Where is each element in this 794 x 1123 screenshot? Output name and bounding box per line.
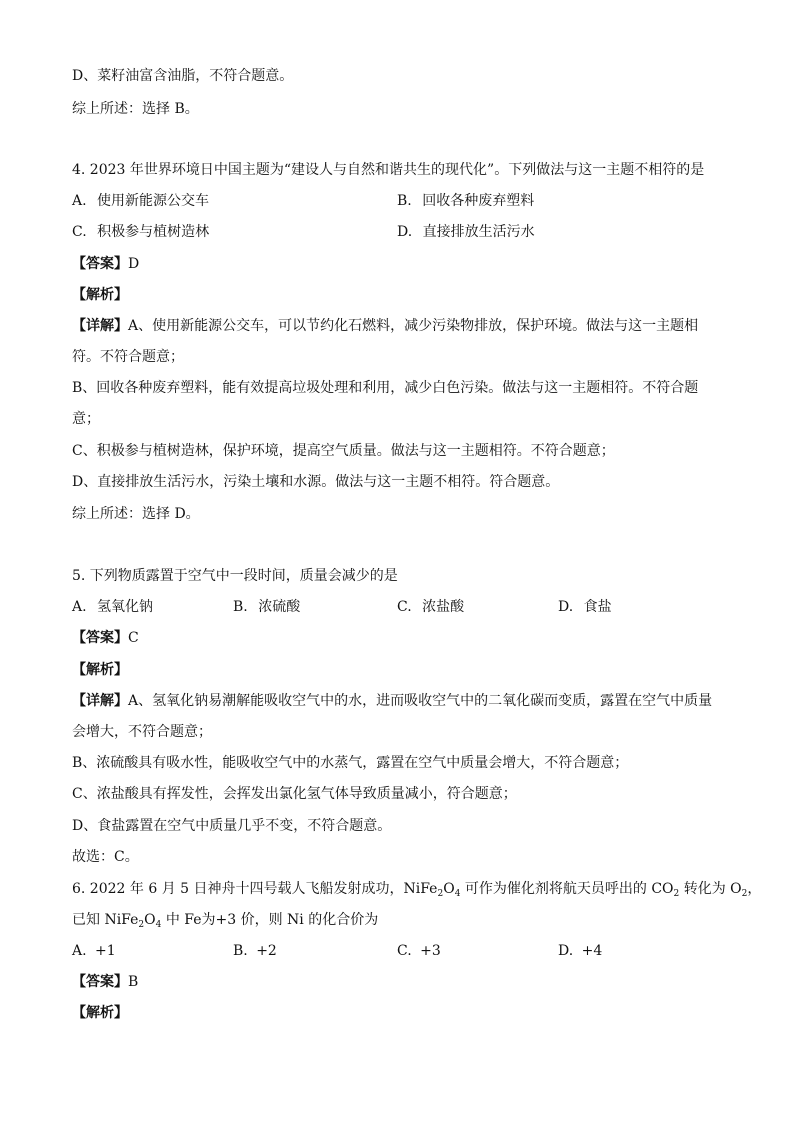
q5-detail-a-line1 <box>72 691 732 711</box>
q6-option-d <box>558 941 602 961</box>
option-text: 积极参与植树造林 <box>97 224 210 240</box>
detail-tag: 【详解】 <box>72 693 128 709</box>
analysis-tag: 【解析】 <box>72 287 128 303</box>
subscript: 2 <box>673 889 680 899</box>
q4-stem: 4. 2023 年世界环境日中国主题为“建设人与自然和谐共生的现代化”。下列做法与这一主题不相符的是 <box>72 162 705 178</box>
q5-detail-b: B、浓硫酸具有吸水性，能吸收空气中的水蒸气，露置在空气中质量会增大，不符合题意； <box>72 755 629 771</box>
q6-option-c <box>397 941 441 961</box>
prev-summary: 综上所述：选择 B。 <box>72 101 199 117</box>
q5-detail-a-line2: 会增大，不符合题意； <box>72 724 212 740</box>
q4-detail-a-line2: 符。不符合题意； <box>72 349 184 365</box>
subscript: 4 <box>454 889 461 899</box>
q5-option-b <box>233 597 300 617</box>
option-text: +4 <box>581 943 603 959</box>
q5-analysis-heading <box>72 660 732 680</box>
analysis-tag: 【解析】 <box>72 1005 128 1021</box>
q6-option-b <box>233 941 277 961</box>
option-label: D. <box>558 599 574 615</box>
option-label: B. <box>233 943 248 959</box>
q5-detail-c: C、浓盐酸具有挥发性，会挥发出氯化氢气体导致质量减小，符合题意； <box>72 786 517 802</box>
stem-text: 已知 NiFe <box>72 912 139 928</box>
q6-stem-line1 <box>72 879 762 899</box>
detail-tag: 【详解】 <box>72 318 128 334</box>
stem-text: 转化为 O <box>679 881 742 897</box>
q4-detail-c: C、积极参与植树造林，保护环境，提高空气质量。做法与这一主题相符。不符合题意； <box>72 443 615 459</box>
q4-detail-b-line2: 意； <box>72 411 100 427</box>
q4-answer <box>72 254 732 274</box>
q6-option-a <box>72 941 116 961</box>
q5-option-d <box>558 597 612 617</box>
q4-analysis-heading <box>72 285 732 305</box>
stem-text: ， <box>747 881 762 897</box>
subscript: 2 <box>437 889 444 899</box>
option-label: A. <box>72 599 87 615</box>
option-text: 浓硫酸 <box>258 599 301 615</box>
q4-detail-a-line1 <box>72 316 732 336</box>
stem-text: 可作为催化剂将航天员呼出的 CO <box>460 881 674 897</box>
q5-option-a <box>72 597 153 617</box>
detail-text: A、使用新能源公交车，可以节约化石燃料，减少污染物排放，保护环境。做法与这一主题相 <box>128 318 699 334</box>
option-label: B. <box>233 599 248 615</box>
option-text: 使用新能源公交车 <box>97 193 210 209</box>
stem-text: 6. 2022 年 6 月 5 日神舟十四号载人飞船发射成功，NiFe <box>72 881 438 897</box>
q6-analysis-heading <box>72 1003 732 1023</box>
answer-tag: 【答案】 <box>72 630 128 646</box>
option-label: A. <box>72 193 87 209</box>
q5-answer <box>72 628 732 648</box>
answer-value: B <box>128 974 139 990</box>
option-label: B. <box>397 193 412 209</box>
q6-answer <box>72 972 732 992</box>
q4-detail-b-line1: B、回收各种废弃塑料，能有效提高垃圾处理和利用，减少白色污染。做法与这一主题相符。不符合题 <box>72 380 699 396</box>
q5-stem: 5. 下列物质露置于空气中一段时间，质量会减少的是 <box>72 568 398 584</box>
q4-summary: 综上所述：选择 D。 <box>72 506 200 522</box>
option-label: C. <box>72 224 87 240</box>
option-text: 食盐 <box>583 599 612 615</box>
detail-text: A、氢氧化钠易潮解能吸收空气中的水，进而吸收空气中的二氧化碳而变质，露置在空气中质量 <box>128 693 713 709</box>
q4-option-d <box>397 222 535 242</box>
option-label: A. <box>72 943 87 959</box>
q4-option-b <box>397 191 534 211</box>
prev-option-d-explanation: D、菜籽油富含油脂，不符合题意。 <box>72 68 294 84</box>
option-text: 浓盐酸 <box>422 599 465 615</box>
subscript: 2 <box>741 889 748 899</box>
option-text: 回收各种废弃塑料 <box>422 193 535 209</box>
option-label: C. <box>397 599 412 615</box>
option-label: D. <box>397 224 413 240</box>
q4-option-c <box>72 222 209 242</box>
option-text: 氢氧化钠 <box>97 599 154 615</box>
answer-tag: 【答案】 <box>72 256 128 272</box>
option-text: +3 <box>420 943 441 959</box>
q5-summary: 故选：C。 <box>72 849 139 865</box>
stem-text: 中 Fe为+3 价，则 Ni 的化合价为 <box>161 912 379 928</box>
q4-detail-d: D、直接排放生活污水，污染土壤和水源。做法与这一主题不相符。符合题意。 <box>72 474 560 490</box>
q4-option-a <box>72 191 209 211</box>
subscript: 4 <box>155 920 162 930</box>
analysis-tag: 【解析】 <box>72 662 128 678</box>
subscript: 2 <box>138 920 145 930</box>
q5-option-c <box>397 597 464 617</box>
stem-text: O <box>443 881 455 897</box>
q6-stem-line2 <box>72 910 732 930</box>
answer-value: D <box>128 256 140 272</box>
stem-text: O <box>144 912 156 928</box>
option-text: +2 <box>256 943 277 959</box>
option-text: +1 <box>95 943 116 959</box>
q5-detail-d: D、食盐露置在空气中质量几乎不变，不符合题意。 <box>72 818 392 834</box>
answer-value: C <box>128 630 139 646</box>
answer-tag: 【答案】 <box>72 974 128 990</box>
option-text: 直接排放生活污水 <box>422 224 535 240</box>
option-label: C. <box>397 943 412 959</box>
option-label: D. <box>558 943 574 959</box>
